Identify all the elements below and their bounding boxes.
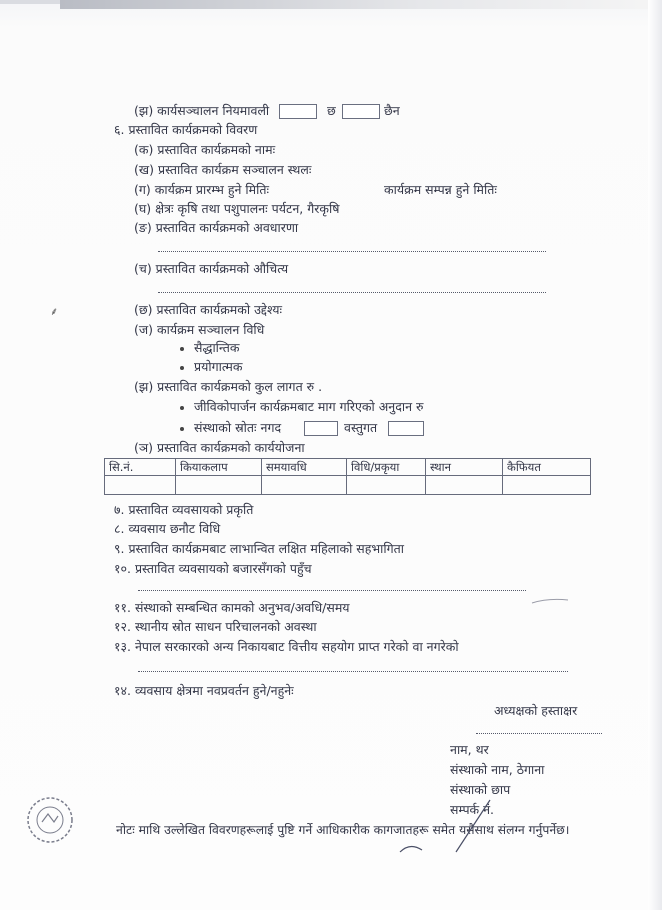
col-header: कैफियत [503, 459, 591, 476]
faint-pen-mark [530, 596, 570, 606]
method-item: सैद्धान्तिक [180, 340, 240, 356]
sec6-jha: (झ) प्रस्तावित कार्यक्रमको कुल लागत रु . [134, 379, 323, 394]
sec6-heading: ६. प्रस्तावित कार्यक्रमको विवरण [114, 122, 258, 137]
table-cell[interactable] [503, 476, 591, 495]
contact-label: सम्पर्क नं. [450, 802, 495, 817]
col-header: समयावधि [262, 459, 347, 476]
sec13: १३. नेपाल सरकारको अन्य निकायबाट वित्तीय सहयोग प्राप्त गरेको वा नगरेको [114, 639, 459, 654]
partial-stamp-seal-icon [22, 790, 78, 846]
sec6-nga: (ङ) प्रस्तावित कार्यक्रमको अवधारणा [134, 220, 299, 235]
bullet-icon [180, 366, 184, 370]
concept-fill-line[interactable] [158, 251, 546, 252]
col-header: कियाकलाप [176, 459, 262, 476]
table-cell[interactable] [105, 476, 176, 495]
sec6-chha: (छ) प्रस्तावित कार्यक्रमको उद्देश्यः [134, 302, 283, 317]
sec6-cha: (च) प्रस्तावित कार्यक्रमको औचित्य [134, 261, 289, 276]
name-label: नाम, थर [450, 742, 489, 757]
not-label: छैन [384, 103, 400, 118]
bullet-icon [180, 427, 184, 431]
bullet-icon [180, 406, 184, 410]
sec14: १४. व्यवसाय क्षेत्रमा नवप्रवर्तन हुने/नहुनेः [114, 683, 294, 698]
sec5-jha-label: (झ) कार्यसञ्चालन नियमावली [134, 103, 270, 118]
col-header: सि.नं. [105, 459, 176, 476]
method-item: प्रयोगात्मक [180, 359, 242, 375]
no-rules-checkbox[interactable] [342, 104, 380, 119]
sec6-gha: (घ) क्षेत्रः कृषि तथा पशुपालनः पर्यटन, गैरकृषि [134, 201, 340, 216]
cost-item: संस्थाको स्रोतः नगद [180, 420, 281, 436]
sec6-kha: (ख) प्रस्तावित कार्यक्रम सञ्चालन स्थलः [134, 162, 312, 177]
has-rules-checkbox[interactable] [279, 104, 317, 119]
chairperson-signature-label: अध्यक्षको हस्ताक्षर [494, 703, 578, 718]
sec6-yna: (ञ) प्रस्तावित कार्यक्रमको कार्ययोजना [134, 440, 305, 455]
sec7: ७. प्रस्तावित व्यवसायको प्रकृति [114, 502, 254, 517]
table-header-row [105, 459, 591, 476]
signature-fill-line[interactable] [476, 733, 602, 734]
table-cell[interactable] [426, 476, 503, 495]
pen-stroke-mark [450, 796, 496, 856]
col-header: विधि/प्रकृया [347, 459, 426, 476]
col-header: स्थान [426, 459, 503, 476]
market-fill-line[interactable] [138, 590, 526, 591]
justification-fill-line[interactable] [158, 292, 546, 293]
sec6-ja: (ज) कार्यक्रम सञ्चालन विधि [134, 322, 265, 337]
in-kind-amount-box[interactable] [388, 421, 424, 436]
margin-mark: ⸙ [50, 305, 59, 318]
cost-item: जीविकोपार्जन कार्यक्रमबाट माग गरिएको अनुदान रु [180, 399, 423, 415]
support-fill-line[interactable] [138, 671, 568, 672]
pen-curve-mark [398, 842, 424, 854]
sec6-ga: (ग) कार्यक्रम प्रारम्भ हुने मितिः [134, 182, 270, 197]
table-cell[interactable] [176, 476, 262, 495]
table-cell[interactable] [347, 476, 426, 495]
note-text: नोटः माथि उल्लेखित विवरणहरूलाई पुष्टि गर्ने आधिकारीक कागजातहरू समेत यसैसाथ संलग्न गर्नुपर्नेछ। [116, 823, 570, 837]
stamp-label: संस्थाको छाप [450, 782, 511, 797]
table-cell[interactable] [262, 476, 347, 495]
in-kind-label: वस्तुगत [344, 420, 378, 435]
cash-amount-box[interactable] [304, 421, 338, 436]
sec6-ka: (क) प्रस्तावित कार्यक्रमको नामः [134, 142, 276, 157]
action-plan-table [104, 458, 591, 495]
sec12: १२. स्थानीय स्रोत साधन परिचालनको अवस्था [114, 619, 317, 634]
sec6-ga-end: कार्यक्रम सम्पन्न हुने मितिः [384, 182, 497, 197]
sec8: ८. व्यवसाय छनौट विधि [114, 521, 221, 536]
scan-top-shadow [60, 0, 662, 9]
sec9: ९. प्रस्तावित कार्यक्रमबाट लाभान्वित लक्षित महिलाको सहभागिता [114, 541, 405, 556]
scan-right-edge [648, 0, 662, 910]
table-row [105, 476, 591, 495]
has-label: छ [327, 103, 336, 118]
sec11: ११. संस्थाको सम्बन्धित कामको अनुभव/अवधि/समय [114, 600, 350, 615]
org-label: संस्थाको नाम, ठेगाना [450, 762, 545, 777]
bullet-icon [180, 347, 184, 351]
sec10: १०. प्रस्तावित व्यवसायको बजारसँगको पहुँच [114, 561, 312, 576]
